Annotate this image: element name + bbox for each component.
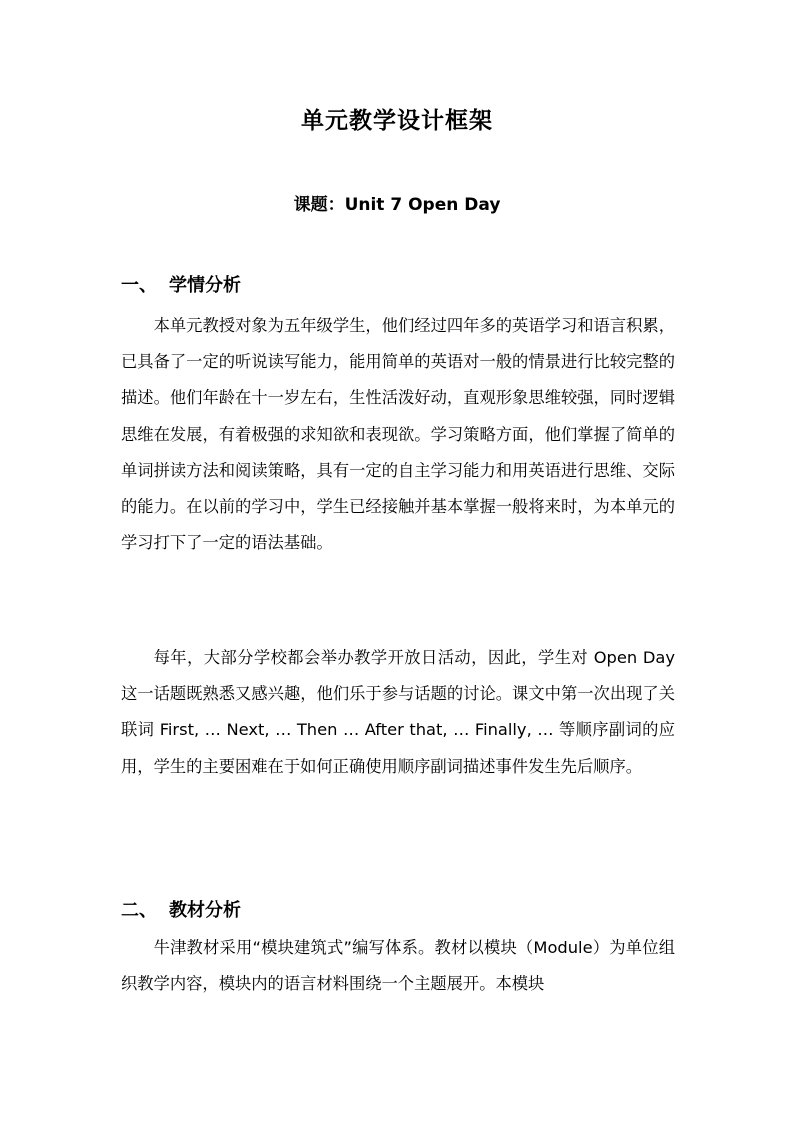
section-title: 教材分析: [169, 900, 241, 921]
paragraph: 牛津教材采用“模块建筑式”编写体系。教材以模块（Module）为单位组织教学内容，模块内的语言材料围绕一个主题展开。本模块: [121, 938, 675, 994]
paragraph: 本单元教授对象为五年级学生，他们经过四年多的英语学习和语言积累，已具备了一定的听说读写能力，能用简单的英语对一般的情景进行比较完整的描述。他们年龄在十一岁左右，生性活泼好动，直观形象思维较强，同时逻辑思维在发展，有着极强的求知欲和表现欲。学习策略方面，他们掌握了简单的单词拼读方法和阅读策略，具有一定的自主学习能力和用英语进行思维、交际的能力。在以前的学习中，学生已经接触并基本掌握一般将来时，为本单元的学习打下了一定的语法基础。: [121, 316, 675, 553]
section-number: 一、: [121, 275, 157, 296]
section-heading-1: [121, 271, 241, 297]
section-heading-2: [121, 896, 241, 922]
section-number: 二、: [121, 900, 157, 921]
paragraph: 每年，大部分学校都会举办教学开放日活动，因此，学生对 Open Day 这一话题既熟悉又感兴趣，他们乐于参与话题的讨论。课文中第一次出现了关联词 First, … Next, … Then … After that, … Finally, … 等顺序副词的应用，学生的主要困难在于如何正确使用顺序副词描述事件发生先后顺序。: [121, 648, 675, 776]
document-subtitle: 课题：Unit 7 Open Day: [293, 195, 501, 215]
document-title: 单元教学设计框架: [301, 108, 493, 134]
section-title: 学情分析: [169, 275, 241, 296]
